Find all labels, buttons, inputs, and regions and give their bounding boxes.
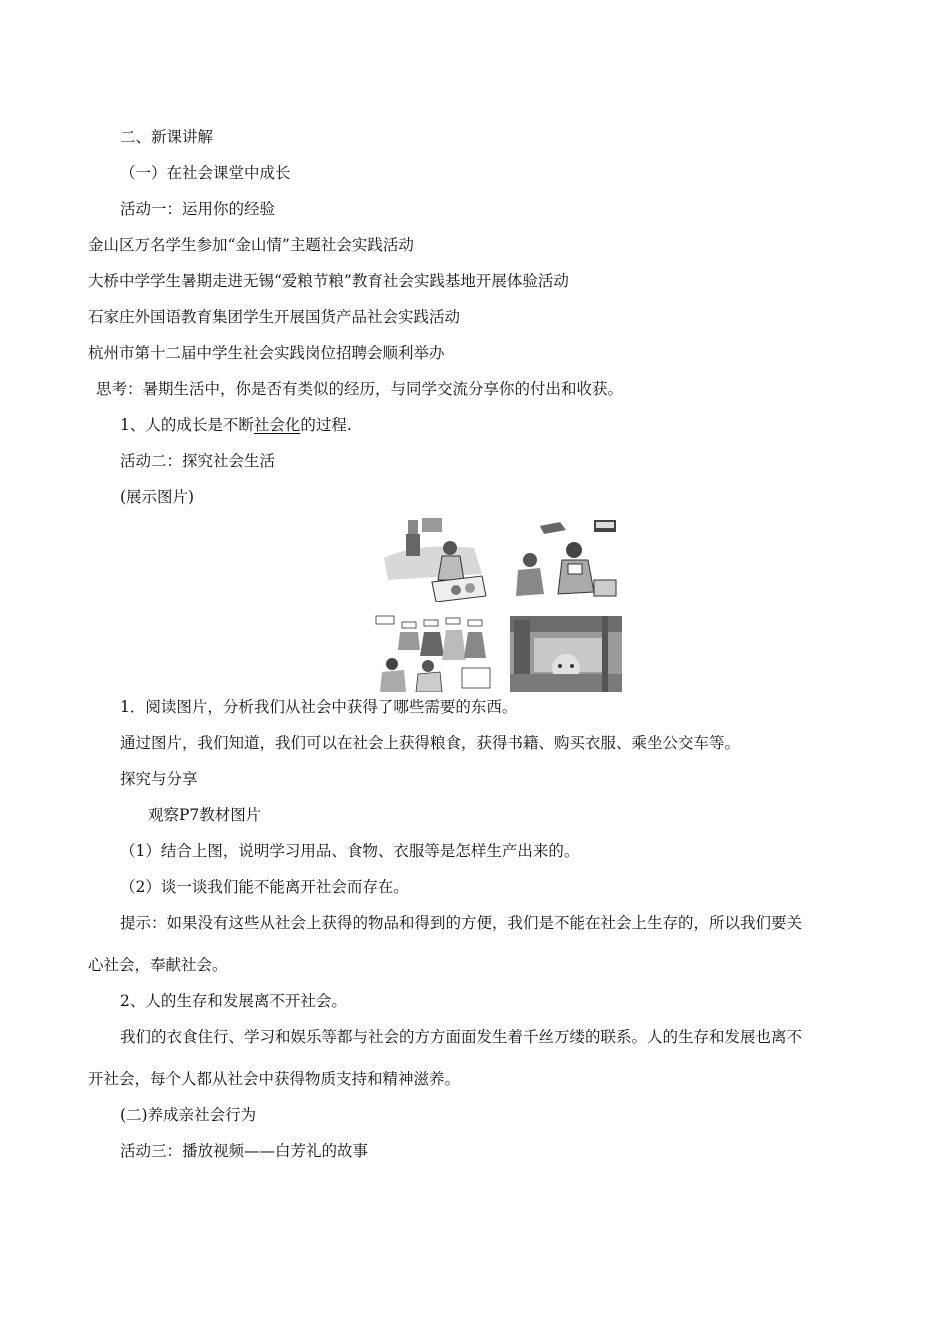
sub-question-2: （2）谈一谈我们能不能离开社会而存在。 [120,878,409,896]
show-pictures-note: (展示图片) [120,488,195,506]
activity-three-title: 活动三：播放视频——白芳礼的故事 [120,1142,369,1160]
answer-one: 通过图片，我们知道，我们可以在社会上获得粮食，获得书籍、购买衣服、乘坐公交车等。 [120,734,741,752]
body-paragraph-line-2: 开社会，每个人都从社会中获得物质支持和精神滋养。 [88,1070,461,1088]
illustration-bus [510,616,622,692]
illustration-group [370,516,622,692]
hint-paragraph-line-2: 心社会，奉献社会。 [88,956,228,974]
subsection-heading-2: (二)养成亲社会行为 [120,1106,257,1124]
observe-textbook-note: 观察P7教材图片 [148,806,262,824]
underlined-keyword: 社会化 [253,416,301,434]
think-question: 思考：暑期生活中，你是否有类似的经历，与同学交流分享你的付出和收获。 [96,380,624,398]
question-one: 1．阅读图片，分析我们从社会中获得了哪些需要的东西。 [120,698,518,716]
example-line-4: 杭州市第十二届中学生社会实践岗位招聘会顺利举办 [88,344,445,362]
point-one [120,415,352,435]
hint-paragraph-line-1: 提示：如果没有这些从社会上获得的物品和得到的方便，我们是不能在社会上生存的，所以我们要关 [120,914,803,932]
point-two: 2、人的生存和发展离不开社会。 [120,992,347,1010]
point-one-suffix: 的过程. [300,416,352,434]
body-paragraph-line-1: 我们的衣食住行、学习和娱乐等都与社会的方方面面发生着千丝万缕的联系。人的生存和发展也离不 [120,1028,803,1046]
subsection-heading-1: （一）在社会课堂中成长 [120,164,291,182]
activity-two-title: 活动二：探究社会生活 [120,452,276,470]
sub-question-1: （1）结合上图，说明学习用品、食物、衣服等是怎样生产出来的。 [120,842,580,860]
illustration-books [510,518,622,602]
explore-share-heading: 探究与分享 [120,770,198,788]
point-one-prefix: 1、人的成长是不断 [120,416,254,434]
illustration-clothes [370,610,494,692]
example-line-2: 大桥中学学生暑期走进无锡“爱粮节粮”教育社会实践基地开展体验活动 [88,272,569,290]
activity-one-title: 活动一：运用你的经验 [120,200,276,218]
illustration-food [378,518,490,602]
example-line-3: 石家庄外国语教育集团学生开展国货产品社会实践活动 [88,308,461,326]
section-heading-new-lesson: 二、新课讲解 [120,128,214,146]
example-line-1: 金山区万名学生参加“金山情”主题社会实践活动 [88,236,414,254]
